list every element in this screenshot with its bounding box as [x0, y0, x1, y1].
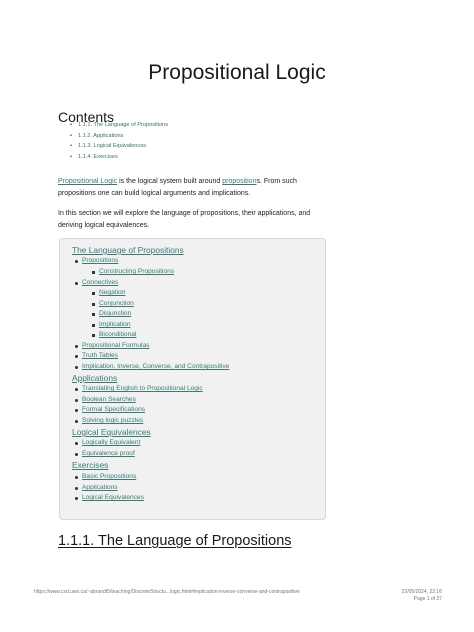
- bullet-square: [92, 292, 95, 295]
- bullet-square: [92, 271, 95, 274]
- toc-item[interactable]: • 1.1.4. Exercises: [68, 152, 168, 163]
- outline-subsection-link[interactable]: Truth Tables: [82, 352, 118, 359]
- contents-heading: Contents: [58, 108, 115, 125]
- bullet-square: [92, 334, 95, 337]
- outline-subsection-link[interactable]: Solving logic puzzles: [82, 417, 144, 424]
- bullet-dot: [75, 476, 78, 479]
- bullet-square: [92, 313, 95, 316]
- toc-item[interactable]: • 1.1.1. The Language of Propositions: [68, 120, 168, 131]
- bullet-dot: [75, 366, 78, 369]
- footer-page-number: Page 1 of 27: [413, 596, 442, 602]
- outline-subsection-link[interactable]: Formal Specifications: [82, 406, 146, 413]
- bullet-square: [92, 303, 95, 306]
- outline-section-link[interactable]: Exercises: [72, 460, 109, 470]
- toc-item[interactable]: • 1.1.3. Logical Equivalences: [68, 141, 168, 152]
- bullet-dot: [75, 487, 78, 490]
- bullet-dot: [75, 420, 78, 423]
- intro-text: is the logical system built around: [117, 178, 223, 185]
- outline-subsection-link[interactable]: Connectives: [82, 279, 119, 286]
- outline-subsection-link[interactable]: Implication: [99, 321, 131, 328]
- outline-subsection-link[interactable]: Constructing Propositions: [99, 268, 175, 275]
- bullet-dot: [75, 388, 78, 391]
- outline-section-link[interactable]: Logical Equivalences: [72, 427, 151, 437]
- outline-subsection-link[interactable]: Equivalence proof: [82, 450, 135, 457]
- intro-paragraph: [58, 176, 318, 199]
- outline-subsection-link[interactable]: Disjunction: [99, 310, 132, 317]
- bullet-dot: [75, 399, 78, 402]
- toc-item[interactable]: • 1.1.2. Applications: [68, 131, 168, 142]
- page-title: Propositional Logic: [148, 61, 326, 85]
- outline-subsection-link[interactable]: Boolean Searches: [82, 396, 136, 403]
- bullet-dot: [75, 453, 78, 456]
- outline-section-link[interactable]: Applications: [72, 373, 118, 383]
- proposition-link[interactable]: proposition: [222, 178, 257, 185]
- outline-subsection-link[interactable]: Conjunction: [99, 300, 134, 307]
- outline-subsection-link[interactable]: Implication, Inverse, Converse, and Contrapositive: [82, 363, 230, 370]
- outline-subsection-link[interactable]: Negation: [99, 289, 126, 296]
- bullet-dot: [75, 260, 78, 263]
- outline-subsection-link[interactable]: Basic Propositions: [82, 473, 137, 480]
- section-heading: 1.1.1. The Language of Propositions: [58, 533, 292, 549]
- propositional-logic-link[interactable]: Propositional Logic: [58, 178, 118, 185]
- outline-subsection-link[interactable]: Propositions: [82, 257, 119, 264]
- footer-meta: [402, 589, 442, 603]
- bullet-square: [92, 324, 95, 327]
- outline-subsection-link[interactable]: Logical Equivalences: [82, 494, 144, 501]
- bullet-dot: [75, 409, 78, 412]
- section-overview-paragraph: In this section we will explore the language of propositions, their applications, and deriving logical equivalences.: [58, 210, 311, 229]
- intro-text-rest: s. From such propositions one can build logical arguments and implications.: [58, 178, 297, 197]
- outline-subsection-link[interactable]: Translating English to Propositional Logic: [82, 385, 203, 392]
- bullet-dot: [75, 282, 78, 285]
- footer-url: https://www.csd.uwo.ca/~abrandt5/teaching/DiscreteStructu...logic.html#implication-inverse-converse-and-contrapositive: [34, 589, 300, 595]
- outline-subsection-link[interactable]: Applications: [82, 484, 118, 491]
- table-of-contents: [68, 120, 168, 162]
- bullet-dot: [75, 442, 78, 445]
- outline-subsection-link[interactable]: Logically Equivalent: [82, 439, 141, 446]
- bullet-dot: [75, 355, 78, 358]
- outline-subsection-link[interactable]: Biconditional: [99, 331, 137, 338]
- bullet-dot: [75, 497, 78, 500]
- outline-subsection-link[interactable]: Propositional Formulas: [82, 342, 150, 349]
- bullet-dot: [75, 345, 78, 348]
- footer-date: 22/05/2024, 22:16: [401, 589, 442, 595]
- outline-section-link[interactable]: The Language of Propositions: [72, 245, 184, 255]
